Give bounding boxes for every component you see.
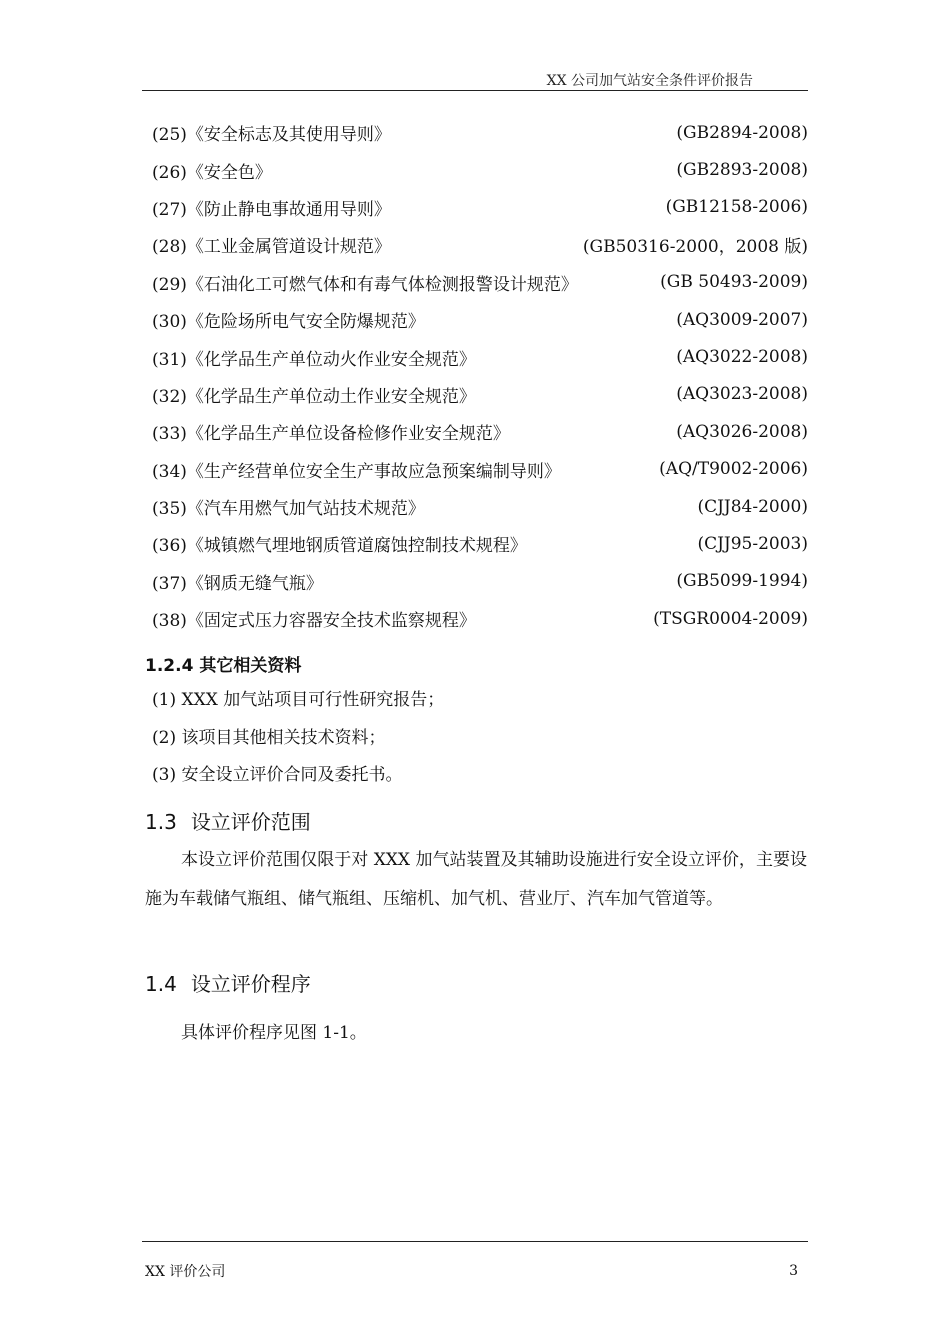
- reference-title: (34)《生产经营单位安全生产事故应急预案编制导则》: [152, 461, 561, 482]
- reference-code: (GB12158-2006): [665, 197, 808, 218]
- footer-divider: [142, 1241, 808, 1242]
- header-divider: [142, 90, 808, 91]
- reference-item: [152, 525, 808, 562]
- reference-code: (CJJ95-2003): [697, 533, 808, 554]
- reference-code: (AQ3026-2008): [676, 421, 808, 442]
- section-heading-scope: [145, 806, 311, 835]
- reference-title: (33)《化学品生产单位设备检修作业安全规范》: [152, 424, 510, 445]
- reference-item: [152, 151, 808, 188]
- reference-code: (AQ/T9002-2006): [659, 459, 808, 480]
- reference-code: (AQ3023-2008): [676, 384, 808, 405]
- reference-title: (37)《钢质无缝气瓶》: [152, 573, 323, 594]
- reference-code: (GB2893-2008): [676, 160, 808, 181]
- reference-code: (GB50316-2000，2008 版): [582, 237, 808, 258]
- reference-code: (AQ3009-2007): [676, 309, 808, 330]
- reference-item: [152, 488, 808, 525]
- reference-title: (31)《化学品生产单位动火作业安全规范》: [152, 349, 476, 370]
- reference-code: (TSGR0004-2009): [653, 608, 808, 629]
- reference-title: (30)《危险场所电气安全防爆规范》: [152, 312, 425, 333]
- reference-title: (38)《固定式压力容器安全技术监察规程》: [152, 611, 476, 632]
- section-title: 设立评价范围: [190, 810, 311, 834]
- list-item: (2) 该项目其他相关技术资料；: [152, 727, 386, 748]
- running-header-title: XX 公司加气站安全条件评价报告: [546, 73, 753, 89]
- reference-title: (25)《安全标志及其使用导则》: [152, 125, 391, 146]
- reference-title: (27)《防止静电事故通用导则》: [152, 199, 391, 220]
- section-number: 1.3: [145, 810, 177, 834]
- reference-item: [152, 376, 808, 413]
- reference-title: (29)《石油化工可燃气体和有毒气体检测报警设计规范》: [152, 274, 578, 295]
- list-item: (3) 安全设立评价合同及委托书。: [152, 765, 403, 785]
- reference-code: (GB5099-1994): [676, 571, 808, 592]
- section-number: 1.4: [145, 972, 177, 996]
- reference-title: (32)《化学品生产单位动土作业安全规范》: [152, 386, 476, 407]
- scope-paragraph: 本设立评价范围仅限于对 XXX 加气站装置及其辅助设施进行安全设立评价，主要设施为车载储气瓶组、储气瓶组、压缩机、加气机、营业厅、汽车加气管道等。: [145, 850, 807, 909]
- section-title: 设立评价程序: [190, 972, 311, 996]
- reference-list: [152, 114, 808, 637]
- reference-code: (CJJ84-2000): [697, 496, 808, 517]
- list-item: (1) XXX 加气站项目可行性研究报告；: [152, 690, 445, 710]
- reference-item: [152, 301, 808, 338]
- page-number: 3: [789, 1263, 798, 1279]
- procedure-paragraph: 具体评价程序见图 1-1。: [181, 1023, 367, 1043]
- reference-code: (AQ3022-2008): [676, 347, 808, 368]
- reference-item: [152, 600, 808, 637]
- reference-item: [152, 413, 808, 450]
- reference-item: [152, 338, 808, 375]
- reference-title: (36)《城镇燃气埋地钢质管道腐蚀控制技术规程》: [152, 536, 527, 557]
- section-heading-procedure: [145, 968, 311, 997]
- reference-title: (35)《汽车用燃气加气站技术规范》: [152, 499, 425, 520]
- footer-company: XX 评价公司: [145, 1264, 226, 1280]
- subsection-heading: 1.2.4 其它相关资料: [145, 656, 302, 676]
- reference-code: (GB2894-2008): [676, 122, 808, 143]
- reference-item: [152, 114, 808, 151]
- reference-code: (GB 50493-2009): [660, 272, 808, 293]
- reference-item: [152, 451, 808, 488]
- reference-item: [152, 226, 808, 263]
- reference-item: [152, 563, 808, 600]
- reference-item: [152, 189, 808, 226]
- reference-title: (26)《安全色》: [152, 162, 272, 183]
- reference-title: (28)《工业金属管道设计规范》: [152, 237, 391, 258]
- reference-item: [152, 264, 808, 301]
- other-materials-list: [152, 682, 444, 795]
